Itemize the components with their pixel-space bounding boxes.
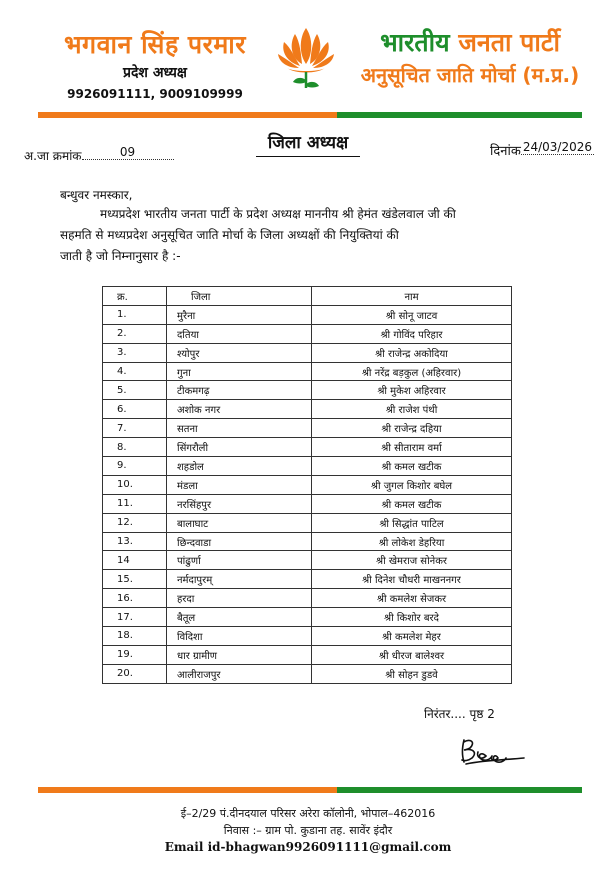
footer-address: ई–2/29 पं.दीनदयाल परिसर अरेरा कॉलोनी, भोपाल–462016 bbox=[180, 807, 436, 820]
table-row bbox=[103, 419, 512, 438]
row-district: शहडोल bbox=[167, 457, 312, 476]
letter-subject: जिला अध्यक्ष bbox=[267, 133, 349, 153]
leader-name: भगवान सिंह परमार bbox=[63, 30, 247, 59]
table-row bbox=[103, 494, 512, 513]
party-name-part2: जनता पार्टी bbox=[458, 28, 560, 57]
row-name: श्री सोनू जाटव bbox=[312, 305, 512, 324]
row-name: श्री सिद्धांत पाटिल bbox=[312, 513, 512, 532]
row-district: बालाघाट bbox=[167, 513, 312, 532]
letter-date bbox=[490, 141, 594, 159]
row-serial: 19. bbox=[103, 645, 167, 664]
row-district: गुना bbox=[167, 362, 312, 381]
table-row bbox=[103, 343, 512, 362]
table-row bbox=[103, 627, 512, 646]
table-row bbox=[103, 400, 512, 419]
row-district: धार ग्रामीण bbox=[167, 645, 312, 664]
footer bbox=[0, 805, 616, 856]
row-district: सिंगरौली bbox=[167, 438, 312, 457]
table-row bbox=[103, 570, 512, 589]
row-name: श्री राजेन्द्र दहिया bbox=[312, 419, 512, 438]
party-name bbox=[340, 26, 600, 60]
table-row bbox=[103, 589, 512, 608]
table-row bbox=[103, 362, 512, 381]
date-value: 24/03/2026 bbox=[522, 140, 592, 154]
body-line-3: जाती है जो निम्नानुसार है :- bbox=[60, 249, 181, 263]
table-row bbox=[103, 532, 512, 551]
body-line-2: सहमति से मध्यप्रदेश अनुसूचित जाति मोर्चा के जिला अध्यक्षों की नियुक्तियां की bbox=[60, 228, 399, 242]
row-serial: 6. bbox=[103, 400, 167, 419]
row-serial: 11. bbox=[103, 494, 167, 513]
reference-value: 09 bbox=[82, 145, 174, 160]
row-serial: 18. bbox=[103, 627, 167, 646]
footer-divider bbox=[38, 787, 582, 793]
row-name: श्री किशोर बरदे bbox=[312, 608, 512, 627]
reference-number bbox=[24, 147, 174, 164]
leader-phone: 9926091111, 9009109999 bbox=[67, 87, 243, 101]
row-name: श्री राजेश पंथी bbox=[312, 400, 512, 419]
row-district: नर्मदापुरम् bbox=[167, 570, 312, 589]
table-row bbox=[103, 645, 512, 664]
row-serial: 2. bbox=[103, 324, 167, 343]
row-serial: 16. bbox=[103, 589, 167, 608]
party-block bbox=[340, 26, 600, 88]
row-name: श्री जुगल किशोर बघेल bbox=[312, 475, 512, 494]
reference-label: अ.जा क्रमांक bbox=[24, 149, 82, 163]
row-name: श्री गोविंद परिहार bbox=[312, 324, 512, 343]
row-serial: 1. bbox=[103, 305, 167, 324]
row-district: विदिशा bbox=[167, 627, 312, 646]
footer-residence: निवास :– ग्राम पो. कुडाना तह. सावेंर इंदौर bbox=[223, 824, 393, 837]
row-name: श्री धीरज बालेश्वर bbox=[312, 645, 512, 664]
row-district: मंडला bbox=[167, 475, 312, 494]
table-row bbox=[103, 438, 512, 457]
row-serial: 7. bbox=[103, 419, 167, 438]
row-name: श्री कमलेश मेहर bbox=[312, 627, 512, 646]
row-name: श्री कमलेश सेजकर bbox=[312, 589, 512, 608]
lotus-logo-icon bbox=[275, 24, 337, 96]
salutation: बन्धुवर नमस्कार, bbox=[60, 188, 133, 202]
row-name: श्री सोहन डुडवे bbox=[312, 664, 512, 683]
subject-underline bbox=[256, 156, 360, 157]
table-header-row bbox=[103, 287, 512, 306]
table-row bbox=[103, 324, 512, 343]
row-serial: 4. bbox=[103, 362, 167, 381]
table-row bbox=[103, 608, 512, 627]
table-row bbox=[103, 381, 512, 400]
table-row bbox=[103, 513, 512, 532]
row-district: सतना bbox=[167, 419, 312, 438]
row-serial: 9. bbox=[103, 457, 167, 476]
letter-body bbox=[60, 204, 570, 267]
row-serial: 10. bbox=[103, 475, 167, 494]
table-row bbox=[103, 305, 512, 324]
row-district: श्योपुर bbox=[167, 343, 312, 362]
row-name: श्री दिनेश चौधरी माखननगर bbox=[312, 570, 512, 589]
row-serial: 5. bbox=[103, 381, 167, 400]
row-serial: 15. bbox=[103, 570, 167, 589]
row-serial: 20. bbox=[103, 664, 167, 683]
party-name-part1: भारतीय bbox=[380, 28, 450, 57]
leader-block bbox=[40, 28, 270, 102]
row-district: पांढुर्णा bbox=[167, 551, 312, 570]
row-district: बैतूल bbox=[167, 608, 312, 627]
morcha-name: अनुसूचित जाति मोर्चा (म.प्र.) bbox=[360, 63, 580, 87]
footer-email: Email id-bhagwan9926091111@gmail.com bbox=[164, 840, 452, 854]
row-name: श्री कमल खटीक bbox=[312, 494, 512, 513]
table-row bbox=[103, 664, 512, 683]
row-district: दतिया bbox=[167, 324, 312, 343]
row-district: आलीराजपुर bbox=[167, 664, 312, 683]
row-district: छिन्दवाडा bbox=[167, 532, 312, 551]
date-label: दिनांक bbox=[489, 144, 521, 159]
header-divider bbox=[38, 112, 582, 118]
header-name: नाम bbox=[312, 287, 512, 306]
row-district: हरदा bbox=[167, 589, 312, 608]
row-serial: 12. bbox=[103, 513, 167, 532]
table-row bbox=[103, 551, 512, 570]
row-name: श्री कमल खटीक bbox=[312, 457, 512, 476]
row-district: टीकमगढ़ bbox=[167, 381, 312, 400]
row-name: श्री लोकेश डेहरिया bbox=[312, 532, 512, 551]
row-district: मुरैना bbox=[167, 305, 312, 324]
row-serial: 13. bbox=[103, 532, 167, 551]
row-district: नरसिंहपुर bbox=[167, 494, 312, 513]
leader-post: प्रदेश अध्यक्ष bbox=[123, 65, 187, 81]
signature bbox=[454, 734, 526, 768]
row-serial: 14 bbox=[103, 551, 167, 570]
row-serial: 17. bbox=[103, 608, 167, 627]
row-serial: 8. bbox=[103, 438, 167, 457]
row-name: श्री खेमराज सोनेकर bbox=[312, 551, 512, 570]
header-district: जिला bbox=[167, 287, 312, 306]
header-serial: क्र. bbox=[103, 287, 167, 306]
continued-note: निरंतर.... पृष्ठ 2 bbox=[424, 707, 495, 721]
row-name: श्री नरेंद्र बड़कुल (अहिरवार) bbox=[312, 362, 512, 381]
row-name: श्री मुकेश अहिरवार bbox=[312, 381, 512, 400]
appointments-table bbox=[102, 286, 512, 684]
row-serial: 3. bbox=[103, 343, 167, 362]
body-line-1: मध्यप्रदेश भारतीय जनता पार्टी के प्रदेश अध्यक्ष माननीय श्री हेमंत खंडेलवाल जी की bbox=[100, 207, 456, 221]
row-district: अशोक नगर bbox=[167, 400, 312, 419]
row-name: श्री राजेन्द्र अकोदिया bbox=[312, 343, 512, 362]
table-row bbox=[103, 457, 512, 476]
table-row bbox=[103, 475, 512, 494]
row-name: श्री सीताराम वर्मा bbox=[312, 438, 512, 457]
table-body bbox=[103, 305, 512, 683]
